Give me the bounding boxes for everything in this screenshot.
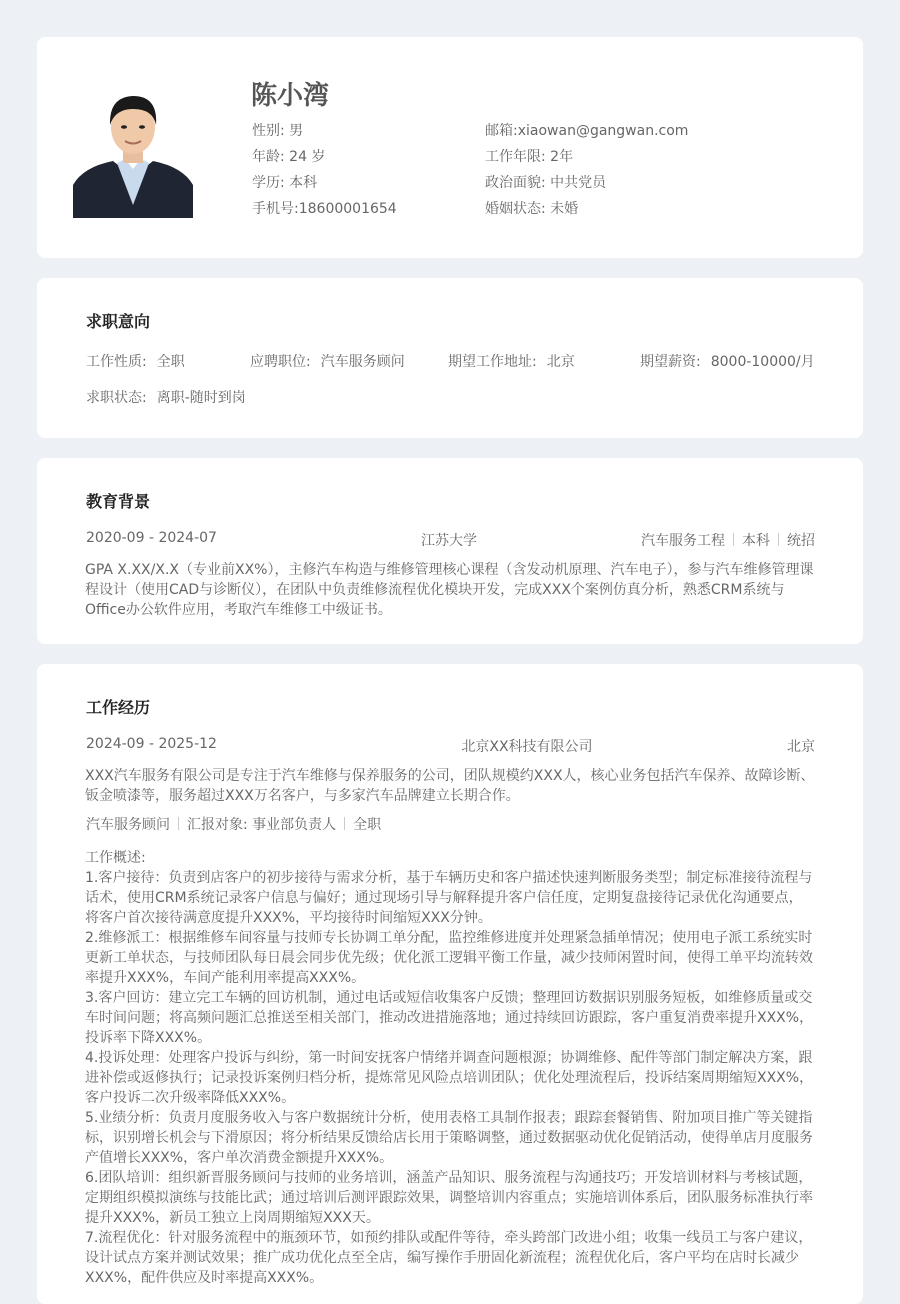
work-tag-type: 全职 (353, 817, 382, 833)
intent-status: 求职状态: 离职-随时到岗 (86, 390, 246, 406)
education-card (37, 458, 863, 644)
education-degree: 本科 (741, 533, 770, 549)
info-political: 政治面貌: 中共党员 (485, 175, 607, 191)
education-type: 统招 (786, 533, 815, 549)
intent-position: 应聘职位: 汽车服务顾问 (250, 354, 405, 370)
work-duty-3: 3.客户回访：建立完工车辆的回访机制，通过电话或短信收集客户反馈；整理回访数据识别服务短板，如维修质量或交车时间问题；将高频问题汇总推送至相关部门，推动改进措施落地；通过持续回访跟踪，客户重复消费率提升XXX%，投诉率下降XXX%。 (85, 990, 814, 1046)
work-duty-2: 2.维修派工：根据维修车间容量与技师专长协调工单分配，监控维修进度并处理紧急插单情况；使用电子派工系统实时更新工单状态，与技师团队每日晨会同步优先级；优化派工逻辑平衡工作量，减少技师闲置时间，使得工单平均流转效率提升XXX%，车间产能利用率提高XXX%。 (85, 930, 813, 986)
intent-salary: 期望薪资: 8000-10000/月 (640, 354, 815, 370)
avatar-photo (73, 85, 193, 218)
intent-title: 求职意向 (86, 312, 151, 331)
work-company: 北京XX科技有限公司 (461, 739, 593, 755)
profile-card (37, 37, 863, 258)
work-duty-1: 1.客户接待：负责到店客户的初步接待与需求分析，基于车辆历史和客户描述快速判断服务类型；制定标准接待流程与话术，使用CRM系统记录客户信息与偏好；通过现场引导与解释提升客户信任度，定期复盘接待记录优化沟通要点，将客户首次接待满意度提升XXX%，平均接待时间缩短XXX分钟。 (85, 870, 813, 926)
info-email: 邮箱:xiaowan@gangwan.com (485, 123, 689, 139)
education-header-row (86, 530, 815, 550)
work-header-row (86, 736, 815, 756)
info-years: 工作年限: 2年 (485, 149, 574, 165)
candidate-name: 陈小湾 (251, 81, 330, 111)
work-overview-label: 工作概述: (85, 850, 146, 866)
work-tag-report: 汇报对象: 事业部负责人 (187, 817, 337, 833)
work-city: 北京 (786, 739, 815, 755)
work-duties (85, 848, 815, 1288)
intent-work-type: 工作性质: 全职 (86, 354, 185, 370)
work-duty-6: 6.团队培训：组织新晋服务顾问与技师的业务培训，涵盖产品知识、服务流程与沟通技巧；开发培训材料与考核试题，定期组织模拟演练与技能比武；通过培训后测评跟踪效果，调整培训内容重点；实施培训体系后，团队服务标准执行率提升XXX%，新员工独立上岗周期缩短XXX天。 (85, 1170, 813, 1226)
work-tags (86, 814, 815, 834)
education-major: 汽车服务工程 (640, 533, 725, 549)
intent-location: 期望工作地址: 北京 (448, 354, 575, 370)
info-phone: 手机号:18600001654 (252, 201, 397, 217)
avatar (73, 85, 193, 218)
work-title: 工作经历 (86, 698, 151, 717)
work-period: 2024-09 - 2025-12 (86, 736, 217, 752)
education-title: 教育背景 (86, 492, 151, 511)
education-period: 2020-09 - 2024-07 (86, 530, 217, 546)
education-meta (641, 530, 815, 550)
info-marital: 婚姻状态: 未婚 (485, 201, 579, 217)
education-school: 江苏大学 (420, 533, 477, 549)
work-company-description: XXX汽车服务有限公司是专注于汽车维修与保养服务的公司，团队规模约XXX人，核心业务包括汽车保养、故障诊断、钣金喷漆等，服务超过XXX万名客户，与多家汽车品牌建立长期合作。 (85, 768, 815, 804)
work-tag-role: 汽车服务顾问 (86, 817, 170, 833)
work-card (37, 664, 863, 1304)
work-duty-7: 7.流程优化：针对服务流程中的瓶颈环节，如预约排队或配件等待，牵头跨部门改进小组；收集一线员工与客户建议，设计试点方案并测试效果；推广成功优化点至全店，编写操作手册固化新流程；流程优化后，客户平均在店时长减少XXX%，配件供应及时率提高XXX%。 (85, 1230, 813, 1286)
work-duty-4: 4.投诉处理：处理客户投诉与纠纷，第一时间安抚客户情绪并调查问题根源；协调维修、配件等部门制定解决方案，跟进补偿或返修执行；记录投诉案例归档分析，提炼常见风险点培训团队；优化处理流程后，投诉结案周期缩短XXX%，客户投诉二次升级率降低XXX%。 (85, 1050, 814, 1106)
info-education: 学历: 本科 (252, 175, 318, 191)
work-duty-5: 5.业绩分析：负责月度服务收入与客户数据统计分析，使用表格工具制作报表；跟踪套餐销售、附加项目推广等关键指标，识别增长机会与下滑原因；将分析结果反馈给店长用于策略调整，通过数据驱动优化促销活动，使得单店月度服务产值增长XXX%，客户单次消费金额提升XXX%。 (85, 1110, 813, 1166)
info-gender: 性别: 男 (252, 123, 304, 139)
info-right (485, 118, 688, 222)
education-description: GPA X.XX/X.X（专业前XX%），主修汽车构造与维修管理核心课程（含发动机原理、汽车电子），参与汽车维修管理课程设计（使用CAD与诊断仪），在团队中负责维修流程优化模块开发，完成XXX个案例仿真分析，熟悉CRM系统与Office办公软件应用，考取汽车维修工中级证书。 (85, 562, 814, 618)
info-left (252, 118, 397, 222)
intent-card (37, 278, 863, 438)
info-age: 年龄: 24 岁 (252, 149, 326, 165)
